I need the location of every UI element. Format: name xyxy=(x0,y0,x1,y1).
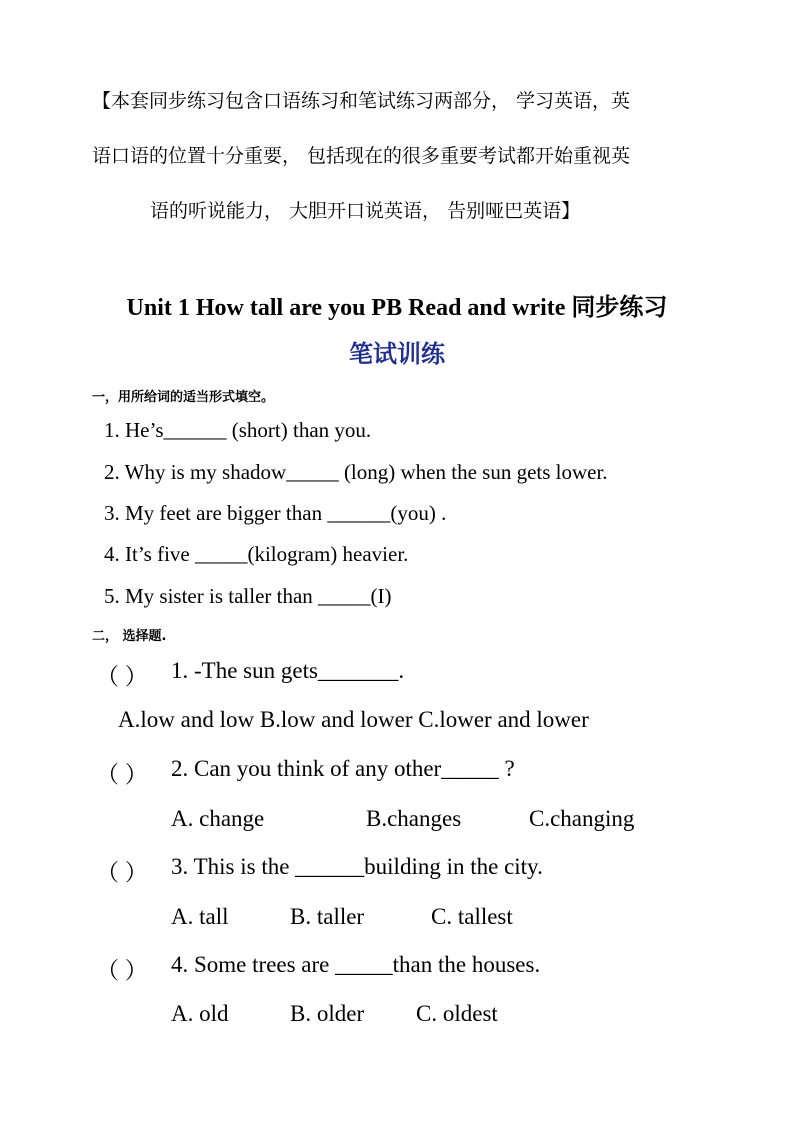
fill-question-3: 3. My feet are bigger than ______(you) . xyxy=(104,501,447,525)
section-2-heading: 二， 选择题. xyxy=(92,629,167,644)
page-title: Unit 1 How tall are you PB Read and write 同步练习 xyxy=(126,295,668,321)
fill-question-4: 4. It’s five _____(kilogram) heavier. xyxy=(104,542,409,566)
choice-4-bracket: （ ） xyxy=(96,958,148,983)
choice-4-option-a: A. old xyxy=(171,1001,229,1026)
choice-1-options: A.low and low B.low and lower C.lower and lower xyxy=(118,707,589,732)
section-1-heading: 一，用所给词的适当形式填空。 xyxy=(92,390,275,405)
choice-3-option-a: A. tall xyxy=(171,904,229,929)
intro-line-3: 语的听说能力， 大胆开口说英语， 告别哑巴英语】 xyxy=(150,200,581,222)
choice-3-stem: 3. This is the ______building in the city. xyxy=(171,854,543,879)
fill-question-5: 5. My sister is taller than _____(I) xyxy=(104,584,392,608)
choice-2-option-b: B.changes xyxy=(366,806,462,831)
choice-3-bracket: （ ） xyxy=(96,860,148,885)
choice-4-stem: 4. Some trees are _____than the houses. xyxy=(171,952,541,977)
choice-2-stem: 2. Can you think of any other_____ ? xyxy=(171,756,515,781)
intro-line-1: 【本套同步练习包含口语练习和笔试练习两部分， 学习英语，英 xyxy=(92,90,631,112)
choice-4-option-b: B. older xyxy=(290,1001,365,1026)
choice-1-stem: 1. -The sun gets_______. xyxy=(171,658,405,683)
choice-3-option-c: C. tallest xyxy=(431,904,513,929)
choice-3-option-b: B. taller xyxy=(290,904,365,929)
choice-4-option-c: C. oldest xyxy=(416,1001,498,1026)
choice-2-bracket: （ ） xyxy=(96,762,148,787)
choice-2-option-c: C.changing xyxy=(529,806,635,831)
choice-1-bracket: （ ） xyxy=(96,664,148,689)
choice-2-option-a: A. change xyxy=(171,806,265,831)
page-subtitle: 笔试训练 xyxy=(349,340,445,368)
fill-question-1: 1. He’s______ (short) than you. xyxy=(104,418,372,442)
intro-line-2: 语口语的位置十分重要， 包括现在的很多重要考试都开始重视英 xyxy=(92,145,631,167)
fill-question-2: 2. Why is my shadow_____ (long) when the sun gets lower. xyxy=(104,460,608,484)
